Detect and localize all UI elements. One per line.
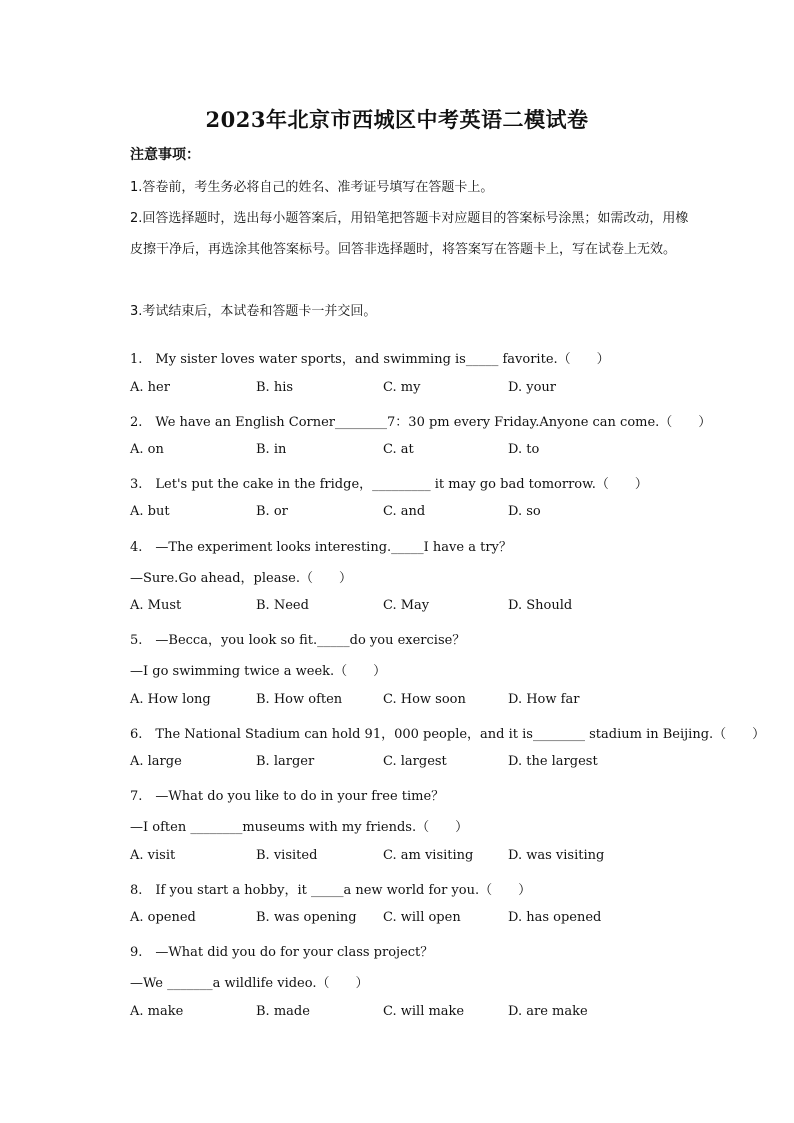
question-9-stem: 9. —What did you do for your class project？ (130, 945, 434, 960)
question-9-reply: —We _______a wildlife video.（ ） (130, 976, 369, 991)
question-7-option-a: A. visit (130, 848, 176, 863)
question-7-option-d: D. was visiting (508, 848, 605, 863)
notice-item-2: 2.回答选择题时，选出每小题答案后，用铅笔把答题卡对应题目的答案标号涂黑；如需改动，用橡皮擦干净后，再选涂其他答案标号。回答非选择题时，将答案写在答题卡上，写在试卷上无效。 (130, 211, 689, 257)
question-2-option-b: B. in (256, 442, 287, 457)
question-9-option-c: C. will make (383, 1004, 465, 1019)
question-8-option-b: B. was opening (256, 910, 357, 925)
question-3-stem: 3. Let's put the cake in the fridge，_________ it may go bad tomorrow.（ ） (130, 477, 648, 492)
question-4-option-d: D. Should (508, 598, 573, 613)
question-5-option-a: A. How long (130, 692, 211, 707)
question-1-option-c: C. my (383, 380, 421, 395)
question-3-option-c: C. and (383, 504, 426, 519)
question-7-option-c: C. am visiting (383, 848, 474, 863)
question-4-option-a: A. Must (130, 598, 182, 613)
question-9-option-a: A. make (130, 1004, 184, 1019)
question-4-stem: 4. —The experiment looks interesting._____I have a try？ (130, 540, 512, 555)
question-4-option-b: B. Need (256, 598, 309, 613)
question-1-option-a: A. her (130, 380, 170, 395)
question-8-option-c: C. will open (383, 910, 461, 925)
question-6-option-d: D. the largest (508, 754, 598, 769)
question-2-stem: 2. We have an English Corner________7：30 pm every Friday.Anyone can come.（ ） (130, 415, 712, 430)
question-9-option-d: D. are make (508, 1004, 588, 1019)
question-7-stem: 7. —What do you like to do in your free time？ (130, 789, 445, 804)
question-5-stem: 5. —Becca，you look so fit._____do you exercise？ (130, 633, 466, 648)
question-5-reply: —I go swimming twice a week.（ ） (130, 664, 387, 679)
question-6-option-c: C. largest (383, 754, 447, 769)
question-8-stem: 8. If you start a hobby，it _____a new world for you.（ ） (130, 883, 532, 898)
notice-item-1: 1.答卷前，考生务必将自己的姓名、准考证号填写在答题卡上。 (130, 180, 494, 195)
question-2-option-c: C. at (383, 442, 414, 457)
question-2-option-d: D. to (508, 442, 540, 457)
question-1-option-d: D. your (508, 380, 556, 395)
question-4-option-c: C. May (383, 598, 430, 613)
question-6-option-a: A. large (130, 754, 182, 769)
question-7-option-b: B. visited (256, 848, 318, 863)
question-2-option-a: A. on (130, 442, 164, 457)
question-5-option-d: D. How far (508, 692, 580, 707)
question-8-option-d: D. has opened (508, 910, 602, 925)
page-title: 2023年北京市西城区中考英语二模试卷 (205, 107, 589, 132)
notice-item-3: 3.考试结束后，本试卷和答题卡一并交回。 (130, 304, 377, 319)
question-7-reply: —I often ________museums with my friends.（ ） (130, 820, 469, 835)
question-6-option-b: B. larger (256, 754, 315, 769)
question-4-reply: —Sure.Go ahead，please.（ ） (130, 571, 352, 586)
question-3-option-a: A. but (130, 504, 170, 519)
question-3-option-b: B. or (256, 504, 288, 519)
question-3-option-d: D. so (508, 504, 541, 519)
question-1-stem: 1. My sister loves water sports，and swimming is_____ favorite.（ ） (130, 352, 610, 367)
question-6-stem: 6. The National Stadium can hold 91，000 people，and it is________ stadium in Beijing.（ ） (130, 727, 766, 742)
notice-heading: 注意事项： (130, 147, 200, 163)
question-9-option-b: B. made (256, 1004, 310, 1019)
question-1-option-b: B. his (256, 380, 294, 395)
question-5-option-c: C. How soon (383, 692, 466, 707)
question-5-option-b: B. How often (256, 692, 343, 707)
question-8-option-a: A. opened (130, 910, 196, 925)
